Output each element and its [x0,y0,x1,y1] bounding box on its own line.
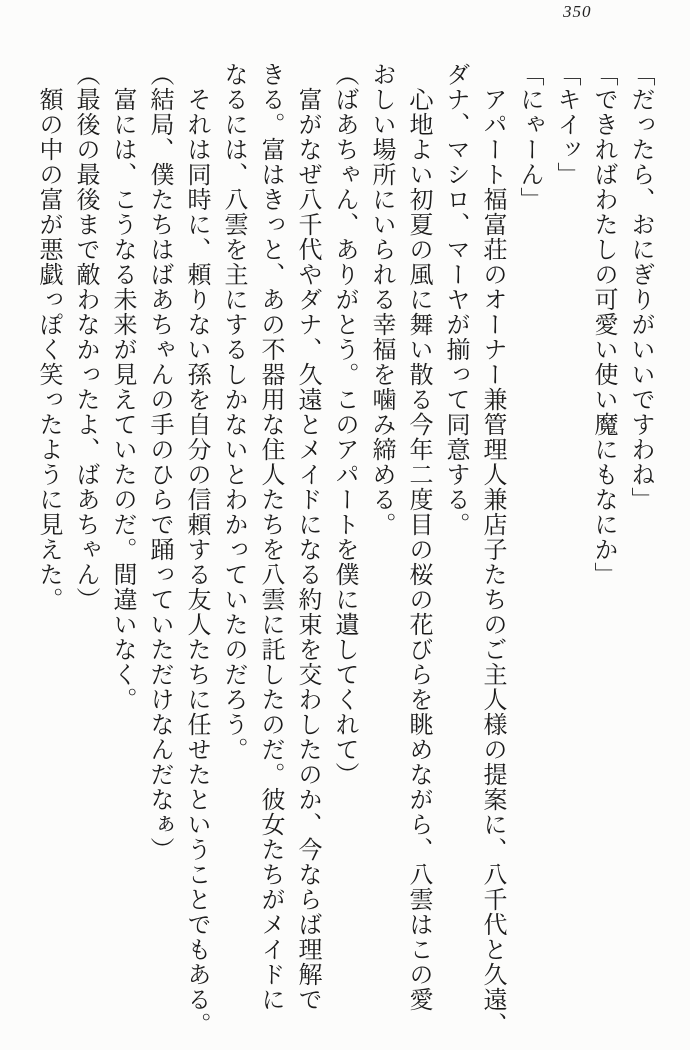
text-line: ダナ、マシロ、マーヤが揃って同意する。 [442,62,468,537]
text-line: 「キイッ」 [553,62,579,187]
text-line: アパート福富荘のオーナー兼管理人兼店子たちのご主人様の提案に、八千代と久遠、 [479,87,505,1037]
text-line: （ばあちゃん、ありがとう。このアパートを僕に遺してくれて） [331,62,357,787]
text-line: 富には、こうなる未来が見えていたのだ。間違いなく。 [109,87,135,712]
text-line: 富がなぜ八千代やダナ、久遠とメイドになる約束を交わしたのか、今ならば理解で [294,87,320,1012]
text-line: おしい場所にいられる幸福を噛み締める。 [368,62,394,537]
text-line: きる。富はきっと、あの不器用な住人たちを八雲に託したのだ。彼女たちがメイドに [257,62,283,1012]
text-line: 額の中の富が悪戯っぽく笑ったように見えた。 [35,87,61,612]
text-line: （最後の最後まで敵わなかったよ、ばあちゃん） [72,62,98,612]
text-line: なるには、八雲を主にするしかないとわかっていたのだろう。 [220,62,246,762]
text-line: 心地よい初夏の風に舞い散る今年二度目の桜の花びらを眺めながら、八雲はこの愛 [405,87,431,1012]
text-line: それは同時に、頼りない孫を自分の信頼する友人たちに任せたということでもある。 [183,87,209,1037]
text-block [29,62,658,1046]
text-line: 「できればわたしの可愛い使い魔にもなにか」 [590,62,616,587]
text-line: 「だったら、おにぎりがいいですわね」 [627,62,653,512]
text-line: 「にゃーん」 [516,62,542,212]
text-line: （結局、僕たちはばあちゃんの手のひらで踊っていただけなんだなぁ） [146,62,172,862]
page-number: 350 [563,2,592,21]
